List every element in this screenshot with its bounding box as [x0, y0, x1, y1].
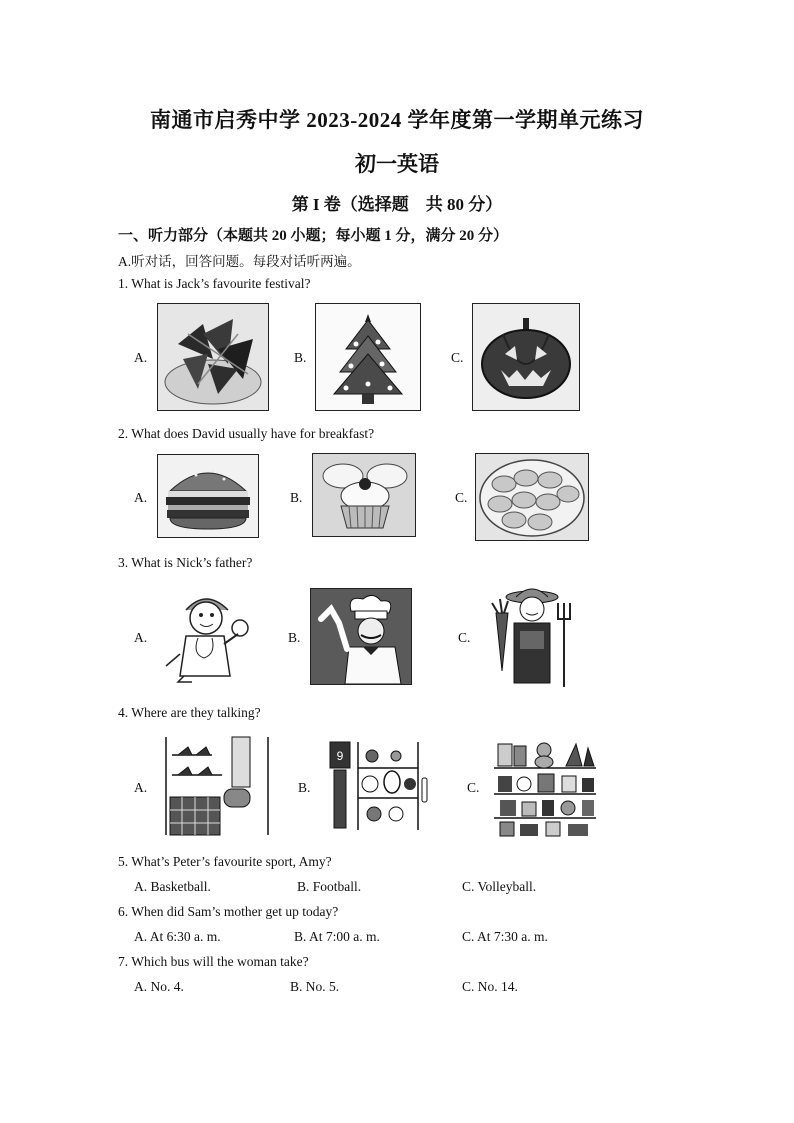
q6-option-a: A. At 6:30 a. m.	[134, 929, 221, 944]
q5-option-b: B. Football.	[297, 879, 362, 894]
q4-option-c-label: C.	[467, 780, 480, 795]
q6-option-b: B. At 7:00 a. m.	[294, 929, 380, 944]
exam-title: 南通市启秀中学 2023-2024 学年度第一学期单元练习	[150, 108, 644, 132]
question-4-stem: 4. Where are they talking?	[118, 705, 261, 720]
question-2-stem: 2. What does David usually have for breakfast?	[118, 426, 375, 441]
q4-option-a-label: A.	[134, 780, 148, 795]
section-heading: 一、听力部分（本题共 20 小题；每小题 1 分，满分 20 分）	[118, 228, 509, 244]
q3-option-a-label: A.	[134, 630, 148, 645]
q3-doctor-picture	[158, 584, 258, 684]
q1-option-c-label: C.	[451, 350, 464, 365]
q1-option-b-label: B.	[294, 350, 307, 365]
q1-option-a-label: A.	[134, 350, 148, 365]
question-7-stem: 7. Which bus will the woman take?	[118, 954, 309, 969]
q2-dumplings-picture	[475, 453, 589, 541]
q3-cook-picture	[310, 588, 412, 685]
q2-option-b-label: B.	[290, 490, 303, 505]
q4-shoe-store-picture	[162, 735, 272, 840]
q2-option-a-label: A.	[134, 490, 148, 505]
q7-option-a: A. No. 4.	[134, 979, 184, 994]
q6-option-c: C. At 7:30 a. m.	[462, 929, 548, 944]
exam-subtitle: 初一英语	[355, 152, 439, 176]
q2-cupcakes-picture	[312, 453, 416, 537]
q1-zongzi-picture	[157, 303, 269, 411]
q4-sports-store-picture	[322, 738, 430, 831]
q3-option-b-label: B.	[288, 630, 301, 645]
q2-option-c-label: C.	[455, 490, 468, 505]
q4-toy-store-picture	[490, 738, 600, 840]
q2-hamburger-picture	[157, 454, 259, 538]
q1-jack-o-lantern-picture	[472, 303, 580, 411]
question-1-stem: 1. What is Jack’s favourite festival?	[118, 276, 311, 291]
q5-option-a: A. Basketball.	[134, 879, 211, 894]
q7-option-b: B. No. 5.	[290, 979, 340, 994]
part-title: 第 I 卷（选择题 共 80 分）	[291, 195, 503, 214]
q1-christmas-tree-picture	[315, 303, 421, 411]
jersey-number: 9	[336, 749, 344, 763]
question-5-stem: 5. What’s Peter’s favourite sport, Amy?	[118, 854, 332, 869]
q3-option-c-label: C.	[458, 630, 471, 645]
q4-option-b-label: B.	[298, 780, 311, 795]
q5-option-c: C. Volleyball.	[462, 879, 537, 894]
question-3-stem: 3. What is Nick’s father?	[118, 555, 253, 570]
q7-option-c: C. No. 14.	[462, 979, 518, 994]
q3-farmer-picture	[478, 583, 578, 689]
section-instruction: A.听对话，回答问题。每段对话听两遍。	[118, 254, 361, 269]
question-6-stem: 6. When did Sam’s mother get up today?	[118, 904, 339, 919]
